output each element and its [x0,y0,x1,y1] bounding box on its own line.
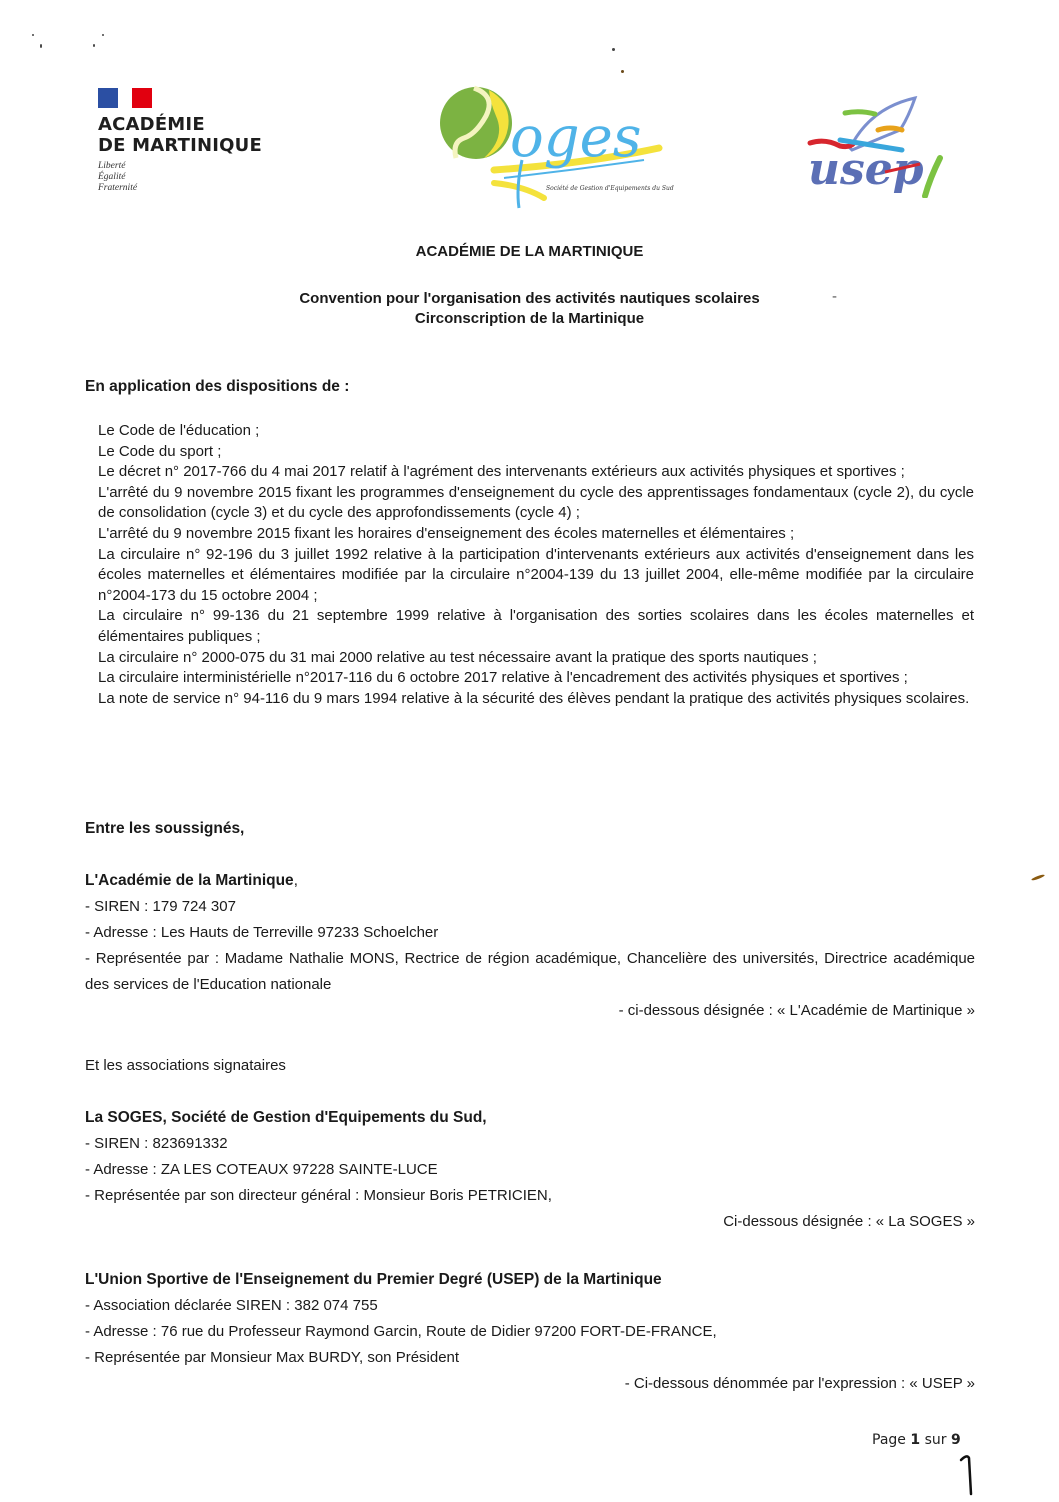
scan-speck [32,34,34,36]
page-sep: sur [924,1432,947,1448]
usep-logo-graphic [790,88,970,198]
motto-fraternite: Fraternité [98,183,138,193]
dispositions-list [98,421,974,709]
party-academie-address: - Adresse : Les Hauts de Terreville 97233 Schoelcher [85,924,439,941]
academie-logo-name-line2: DE MARTINIQUE [98,135,262,156]
circonscription-line: Circonscription de la Martinique [414,310,645,327]
soges-wordmark: oges [510,105,642,170]
party-usep-representative: - Représentée par Monsieur Max BURDY, son Président [85,1349,460,1366]
soges-logo-graphic [434,78,674,213]
handwritten-page-mark [955,1452,985,1502]
disposition-item: L'arrêté du 9 novembre 2015 fixant les programmes d'enseignement du cycle des apprentissages fondamentaux (cycle 2), du cycle de consolidation (cycle 3) et du cycle des approfondissements (cycle 4) ; [98,483,974,522]
academie-logo-name-line1: ACADÉMIE [98,114,205,135]
convention-title-line: Convention pour l'organisation des activités nautiques scolaires [299,290,760,307]
party-usep-address: - Adresse : 76 rue du Professeur Raymond Garcin, Route de Didier 97200 FORT-DE-FRANCE, [85,1323,717,1340]
party-soges-name-bold: La SOGES [85,1109,163,1126]
party-soges [85,1105,975,1235]
dispositions-heading: En application des dispositions de : [85,378,350,395]
parties-heading: Entre les soussignés, [85,820,245,837]
scan-speck [102,34,104,36]
scan-speck [40,44,42,48]
party-academie [85,868,975,1024]
party-soges-name-rest: , Société de Gestion d'Equipements du Sud, [162,1109,487,1126]
party-academie-name-suffix: , [293,872,298,889]
party-academie-representative: - Représentée par : Madame Nathalie MONS, Rectrice de région académique, Chancelière des universités, Directrice académique des services de l'Education nationale [85,950,975,993]
title-trailing-dash: - [832,288,837,305]
convention-title [0,289,1059,329]
party-academie-name: L'Académie de la Martinique [85,872,294,889]
page-number [872,1432,961,1448]
party-academie-siren: - SIREN : 179 724 307 [85,898,236,915]
soges-logo [434,78,674,213]
handwritten-one-icon [955,1452,985,1497]
page-current: 1 [910,1432,921,1448]
party-usep-name: L'Union Sportive de l'Enseignement du Premier Degré (USEP) de la Martinique [85,1271,662,1288]
party-usep-siren: - Association déclarée SIREN : 382 074 755 [85,1297,378,1314]
disposition-item: La circulaire n° 99-136 du 21 septembre 1999 relative à l'organisation des sorties scolaires dans les écoles maternelles et élémentaires publiques ; [98,607,974,645]
party-soges-representative: - Représentée par son directeur général : Monsieur Boris PETRICIEN, [85,1187,552,1204]
usep-logo [790,88,970,198]
party-soges-designation: Ci-dessous désignée : « La SOGES » [723,1213,975,1230]
soges-tagline: Société de Gestion d'Equipements du Sud [546,185,674,192]
republic-motto [98,161,298,194]
disposition-item: La circulaire n° 2000-075 du 31 mai 2000 relative au test nécessaire avant la pratique des sports nautiques ; [98,648,817,666]
party-soges-address: - Adresse : ZA LES COTEAUX 97228 SAINTE-LUCE [85,1161,438,1178]
disposition-item: Le Code de l'éducation ; [98,422,260,439]
marianne-flag-icon [98,88,154,108]
page-total: 9 [950,1432,961,1448]
party-soges-siren: - SIREN : 823691332 [85,1135,228,1152]
scan-speck [621,70,624,73]
disposition-item: La circulaire n° 92-196 du 3 juillet 1992 relative à la participation d'intervenants extérieurs aux activités d'enseignement dans les écoles maternelles et élémentaires modifiée par la circulaire n°2004-139 du 13 juillet 2004, elle-même modifiée par la circulaire n°2004-173 du 15 octobre 2004 ; [98,545,974,604]
party-usep-designation: - Ci-dessous dénommée par l'expression : « USEP » [624,1375,975,1392]
disposition-item: Le décret n° 2017-766 du 4 mai 2017 relatif à l'agrément des intervenants extérieurs aux activités physiques et sportives ; [98,463,905,481]
page-label: Page [872,1432,906,1448]
academie-logo [98,88,298,194]
motto-egalite: Égalité [98,172,126,182]
scan-speck [612,48,615,51]
scan-speck [1031,874,1045,882]
disposition-item: Le Code du sport ; [98,442,222,460]
scan-speck [93,44,95,47]
party-academie-designation: - ci-dessous désignée : « L'Académie de Martinique » [618,1002,975,1019]
party-usep [85,1267,975,1397]
usep-wordmark: usep [808,144,924,195]
disposition-item: L'arrêté du 9 novembre 2015 fixant les horaires d'enseignement des écoles maternelles et élémentaires ; [98,524,795,542]
associations-intro: Et les associations signataires [85,1057,286,1074]
document-title: ACADÉMIE DE LA MARTINIQUE [415,243,644,260]
disposition-item: La note de service n° 94-116 du 9 mars 1994 relative à la sécurité des élèves pendant la pratique des activités physiques scolaires. [98,689,970,707]
motto-liberte: Liberté [98,161,126,171]
disposition-item: La circulaire interministérielle n°2017-116 du 6 octobre 2017 relative à l'encadrement des activités physiques et sportives ; [98,669,908,687]
